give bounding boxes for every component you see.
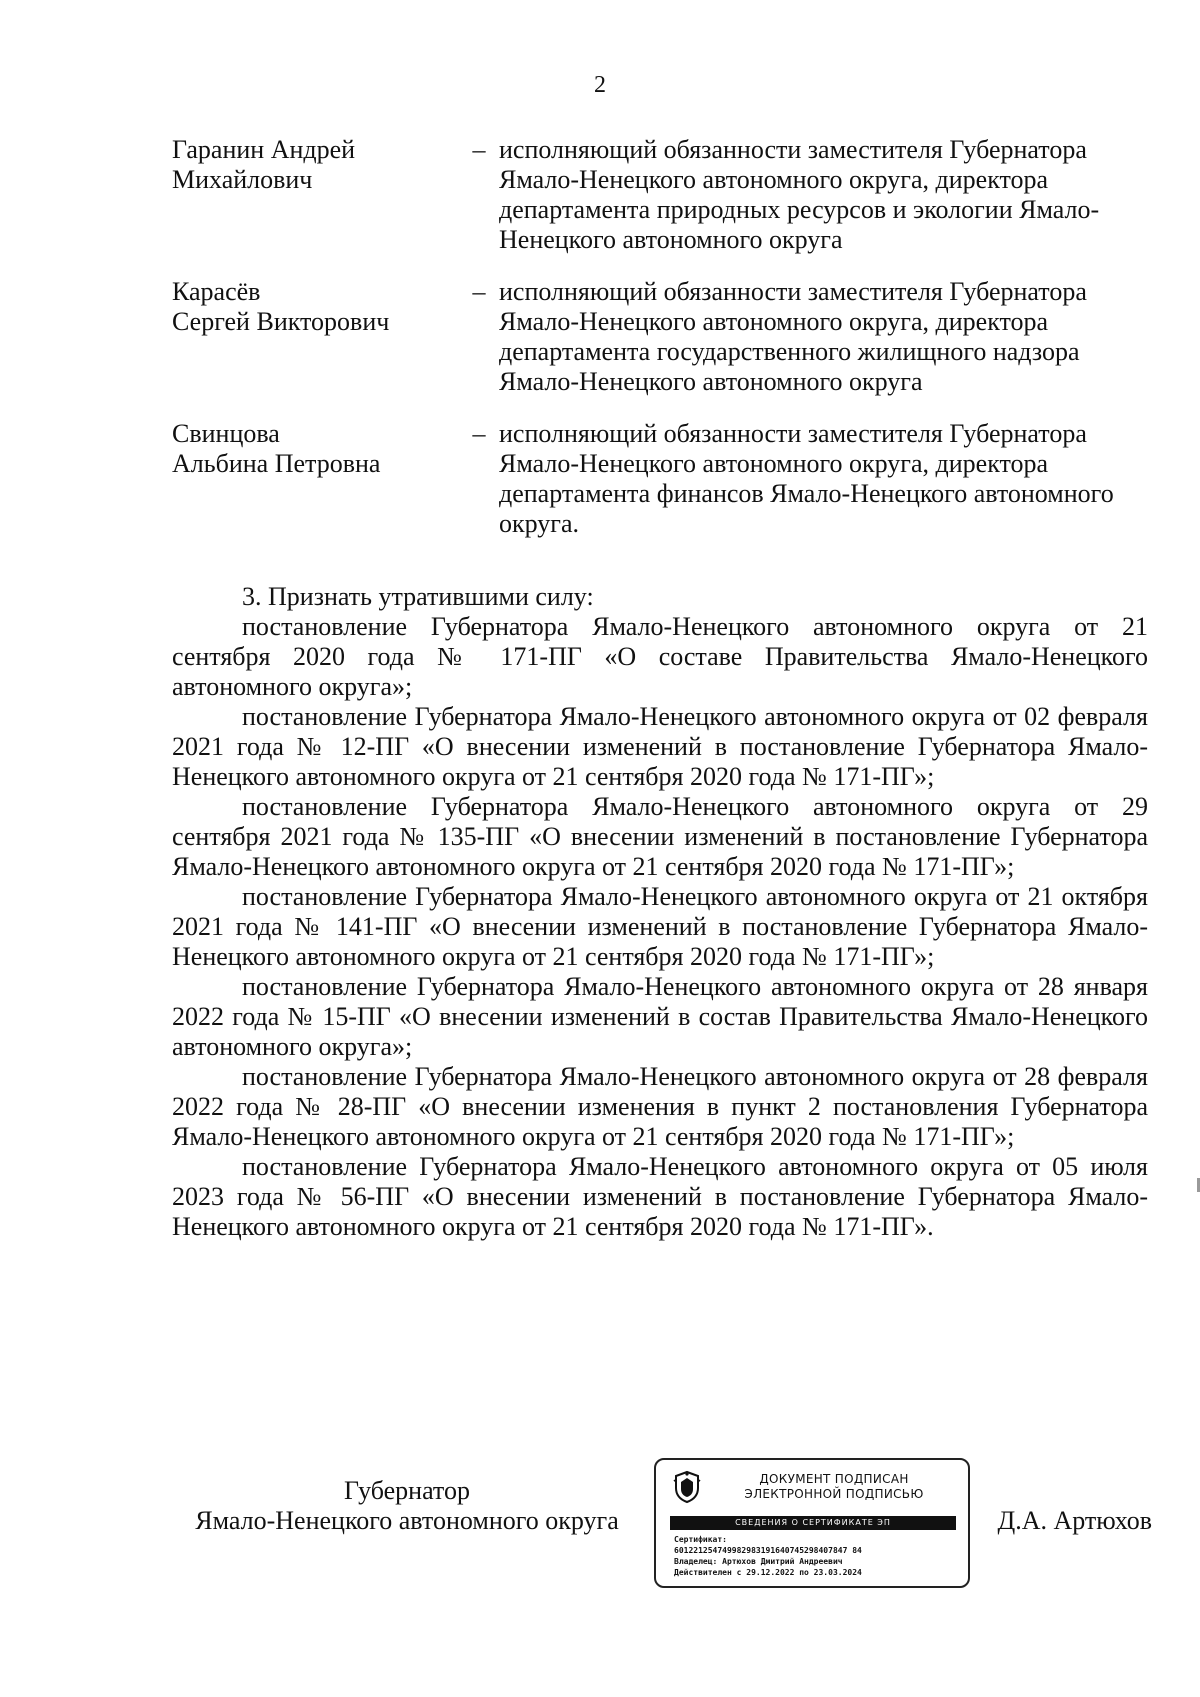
section-3-heading: 3. Признать утратившими силу:	[242, 582, 594, 611]
signatory-role-line1: Губернатор	[344, 1476, 470, 1505]
members-list	[172, 135, 1152, 561]
member-given-name: Альбина Петровна	[172, 449, 381, 478]
repealed-decree: постановление Губернатора Ямало-Ненецкого автономного округа от 21 октября 2021 года № 141-ПГ «О внесении изменений в постановление Губернатора Ямало-Ненецкого автономного округа от 21 сентября 2020 года № 171-ПГ»;	[172, 882, 1148, 971]
member-surname: Карасёв	[172, 277, 261, 306]
repealed-decree: постановление Губернатора Ямало-Ненецкого автономного округа от 21 сентября 2020 года № 171-ПГ «О составе Правительства Ямало-Ненецкого автономного округа»;	[172, 612, 1148, 701]
member-name	[172, 277, 462, 337]
coat-of-arms-icon	[672, 1470, 702, 1504]
page-number: 2	[594, 72, 606, 98]
signatory-role-line2: Ямало-Ненецкого автономного округа	[195, 1506, 619, 1535]
stamp-cert-number: 601221254749982983191640745298407847 84	[674, 1546, 862, 1555]
member-surname: Гаранин Андрей	[172, 135, 356, 164]
signatory-role	[172, 1476, 642, 1536]
member-dash: –	[472, 419, 486, 448]
stamp-owner: Владелец: Артюхов Дмитрий Андреевич	[674, 1557, 843, 1566]
electronic-signature-stamp	[654, 1458, 970, 1588]
stamp-certificate-band: СВЕДЕНИЯ О СЕРТИФИКАТЕ ЭП	[670, 1516, 956, 1530]
member-entry	[172, 419, 1152, 539]
member-dash: –	[472, 277, 486, 306]
stamp-title	[714, 1472, 954, 1502]
member-position: исполняющий обязанности заместителя Губернатора Ямало-Ненецкого автономного округа, директора департамента природных ресурсов и экологии Ямало-Ненецкого автономного округа	[499, 135, 1100, 254]
repealed-decree: постановление Губернатора Ямало-Ненецкого автономного округа от 28 февраля 2022 года № 28-ПГ «О внесении изменения в пункт 2 постановления Губернатора Ямало-Ненецкого автономного округа от 21 сентября 2020 года № 171-ПГ»;	[172, 1062, 1148, 1151]
member-name	[172, 419, 462, 479]
member-given-name: Сергей Викторович	[172, 307, 390, 336]
repealed-decree: постановление Губернатора Ямало-Ненецкого автономного округа от 29 сентября 2021 года № 135-ПГ «О внесении изменений в постановление Губернатора Ямало-Ненецкого автономного округа от 21 сентября 2020 года № 171-ПГ»;	[172, 792, 1148, 881]
stamp-certificate-details	[674, 1534, 964, 1578]
repealed-decree: постановление Губернатора Ямало-Ненецкого автономного округа от 05 июля 2023 года № 56-ПГ «О внесении изменений в постановление Губернатора Ямало-Ненецкого автономного округа от 21 сентября 2020 года № 171-ПГ».	[172, 1152, 1148, 1241]
stamp-title-line1: ДОКУМЕНТ ПОДПИСАН	[759, 1472, 909, 1486]
stamp-cert-label: Сертификат:	[674, 1535, 727, 1544]
signatory-name: Д.А. Артюхов	[997, 1506, 1152, 1535]
member-surname: Свинцова	[172, 419, 280, 448]
member-given-name: Михайлович	[172, 165, 313, 194]
member-position: исполняющий обязанности заместителя Губернатора Ямало-Ненецкого автономного округа, директора департамента финансов Ямало-Ненецкого автономного округа.	[499, 419, 1114, 538]
stamp-validity: Действителен с 29.12.2022 по 23.03.2024	[674, 1568, 862, 1577]
member-dash: –	[472, 135, 486, 164]
stamp-title-line2: ЭЛЕКТРОННОЙ ПОДПИСЬЮ	[744, 1487, 924, 1501]
member-entry	[172, 277, 1152, 397]
member-name	[172, 135, 462, 195]
repealed-decree: постановление Губернатора Ямало-Ненецкого автономного округа от 02 февраля 2021 года № 12-ПГ «О внесении изменений в постановление Губернатора Ямало-Ненецкого автономного округа от 21 сентября 2020 года № 171-ПГ»;	[172, 702, 1148, 791]
repealed-decree: постановление Губернатора Ямало-Ненецкого автономного округа от 28 января 2022 года № 15-ПГ «О внесении изменений в состав Правительства Ямало-Ненецкого автономного округа»;	[172, 972, 1148, 1061]
member-entry	[172, 135, 1152, 255]
section-3	[172, 582, 1148, 1242]
member-position: исполняющий обязанности заместителя Губернатора Ямало-Ненецкого автономного округа, директора департамента государственного жилищного надзора Ямало-Ненецкого автономного округа	[499, 277, 1087, 396]
